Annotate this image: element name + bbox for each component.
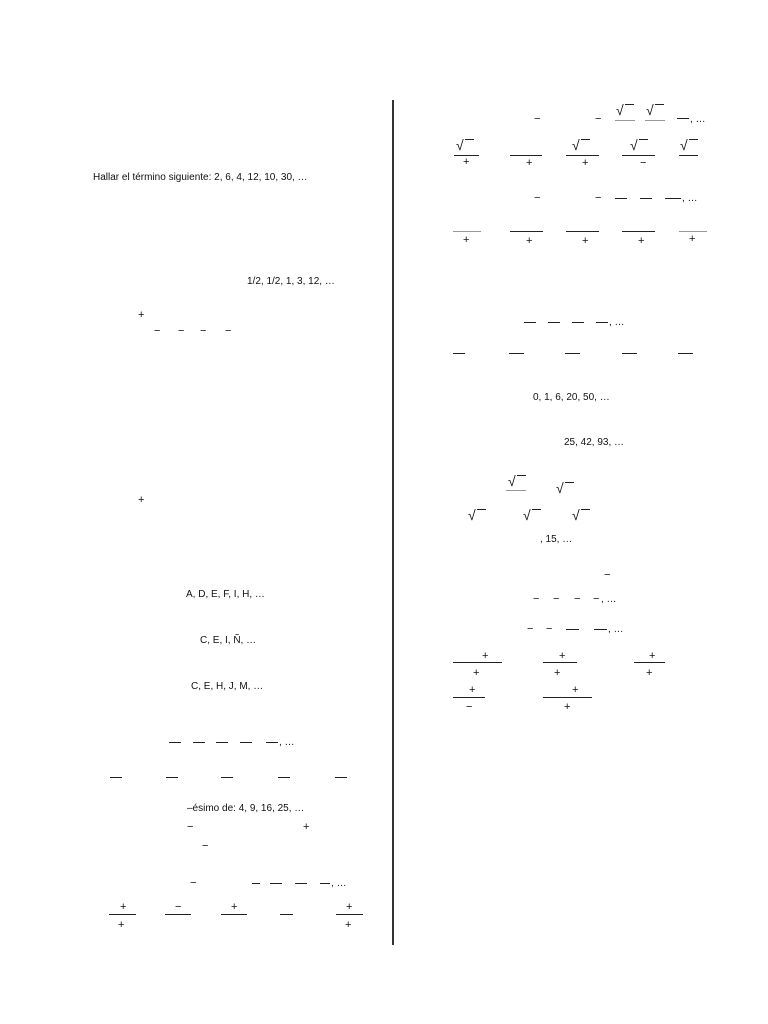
sequence-fractions: 1/2, 1/2, 1, 3, 12, … [247,276,335,287]
fraction-bar [510,231,543,232]
fraction-bar [548,322,560,323]
minus-sign: − [593,593,600,605]
nth-term-question: –ésimo de: 4, 9, 16, 25, … [187,803,305,814]
fraction-bar [278,777,290,778]
plus-sign: + [689,233,696,245]
plus-sign: + [526,157,533,169]
fraction-bar [453,353,465,354]
fraction-bar [615,120,635,121]
plus-sign: + [473,667,480,679]
fraction-bar [622,231,655,232]
minus-sign: − [187,821,194,833]
fraction-bar [645,120,665,121]
fraction-bar [572,322,584,323]
square-root-icon: √ [456,137,464,153]
plus-sign: + [559,650,566,662]
fraction-bar [166,777,178,778]
number-sequence-1: 0, 1, 6, 20, 50, … [533,392,610,403]
minus-sign: − [595,113,602,125]
letter-sequence-1: A, D, E, F, I, H, … [186,589,265,600]
fraction-bar [335,777,347,778]
fraction-bar [336,914,363,915]
plus-sign: + [231,901,238,913]
square-root-icon: √ [556,480,564,496]
plus-sign: + [138,309,145,321]
sequence-ellipsis: , … [331,878,347,889]
sequence-ellipsis: , … [608,624,624,635]
plus-sign: + [572,684,579,696]
fraction-bar [565,353,580,354]
fraction-bar [506,490,526,491]
minus-sign: − [225,325,232,337]
plus-sign: + [463,234,470,246]
fraction-bar [453,697,485,698]
fraction-bar [509,353,524,354]
minus-sign: − [533,593,540,605]
fraction-bar [594,629,607,630]
letter-sequence-2: C, E, I, Ñ, … [200,635,257,646]
fraction-bar [216,742,228,743]
square-root-icon: √ [646,102,654,118]
number-sequence-2: 25, 42, 93, … [564,437,625,448]
letter-sequence-3: C, E, H, J, M, … [191,681,264,692]
square-root-icon: √ [523,507,531,523]
fraction-bar [622,353,637,354]
fraction-bar [453,662,502,663]
fraction-bar [169,742,181,743]
minus-sign: − [202,840,209,852]
plus-sign: + [346,901,353,913]
minus-sign: − [546,623,553,635]
plus-sign: + [582,157,589,169]
fraction-bar [524,322,536,323]
minus-sign: − [154,325,161,337]
fraction-bar [240,742,252,743]
square-root-icon: √ [630,137,638,153]
fraction-bar [566,155,599,156]
fraction-bar [295,883,307,884]
fraction-bar [596,322,608,323]
fraction-bar [634,662,665,663]
sequence-ellipsis: , … [690,114,706,125]
minus-sign: − [200,325,207,337]
fraction-bar [280,914,293,915]
fraction-bar [543,697,592,698]
minus-sign: − [640,157,647,169]
minus-sign: − [175,901,182,913]
square-root-icon: √ [572,137,580,153]
sequence-ellipsis: , … [279,737,295,748]
minus-sign: − [534,192,541,204]
minus-sign: − [178,325,185,337]
plus-sign: + [564,701,571,713]
fraction-bar [678,353,693,354]
plus-sign: + [303,821,310,833]
fraction-bar [252,883,260,884]
sequence-ellipsis: , … [609,317,625,328]
fraction-bar [543,662,577,663]
plus-sign: + [118,919,125,931]
sequence-ellipsis: , … [682,193,698,204]
plus-sign: + [482,650,489,662]
plus-sign: + [649,650,656,662]
plus-sign: + [469,684,476,696]
fraction-bar [453,231,481,232]
sequence-ellipsis: , … [601,594,617,605]
question-next-term: Hallar el término siguiente: 2, 6, 4, 12, 10, 30, … [93,172,308,183]
square-root-icon: √ [572,507,580,523]
fraction-bar [640,198,652,199]
minus-sign: − [466,701,473,713]
fraction-bar [270,883,282,884]
fraction-bar [193,742,205,743]
fraction-bar [109,914,136,915]
minus-sign: − [595,192,602,204]
fraction-bar [320,883,330,884]
fraction-bar [679,155,698,156]
minus-sign: − [190,877,197,889]
minus-sign: − [604,569,611,581]
fraction-bar [510,155,542,156]
fraction-bar [665,198,681,199]
fraction-bar [677,118,689,119]
fraction-bar [679,231,707,232]
fraction-bar [110,777,122,778]
fraction-bar [622,155,655,156]
number-sequence-3: , 15, … [540,534,573,545]
minus-sign: − [553,593,560,605]
minus-sign: − [527,623,534,635]
square-root-icon: √ [508,473,516,489]
fraction-bar [266,742,278,743]
plus-sign: + [638,235,645,247]
fraction-bar [566,231,599,232]
plus-sign: + [554,667,561,679]
minus-sign: − [574,593,581,605]
plus-sign: + [463,156,470,168]
fraction-bar [615,198,627,199]
plus-sign: + [120,901,127,913]
plus-sign: + [582,235,589,247]
fraction-bar [221,914,247,915]
plus-sign: + [526,235,533,247]
square-root-icon: √ [616,102,624,118]
square-root-icon: √ [468,507,476,523]
minus-sign: − [534,113,541,125]
plus-sign: + [138,494,145,506]
fraction-bar [221,777,233,778]
fraction-bar [165,914,191,915]
fraction-bar [566,629,579,630]
square-root-icon: √ [680,137,688,153]
column-divider [392,100,394,945]
plus-sign: + [646,667,653,679]
plus-sign: + [345,919,352,931]
